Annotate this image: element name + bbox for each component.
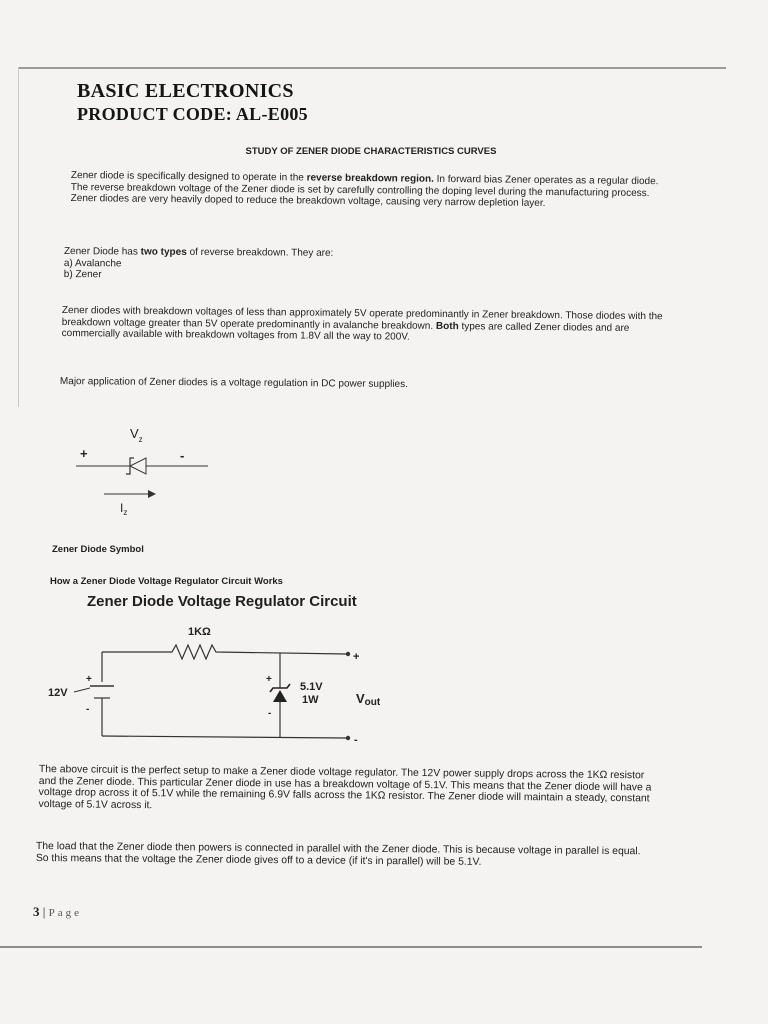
product-code: PRODUCT CODE: AL-E005 [77, 104, 308, 124]
types-tail: of reverse breakdown. They are: [186, 246, 334, 259]
page-word: Page [48, 907, 82, 919]
current-arrow-head [148, 490, 156, 498]
list-item-zener: b) Zener [63, 268, 102, 281]
page-footer [33, 904, 82, 920]
symbol-minus-label: - [180, 448, 185, 463]
zener-voltage-label: 5.1V [300, 681, 323, 693]
source-voltage-label: 12V [48, 687, 68, 699]
intro-text-1: Zener diode is specifically designed to operate in the [70, 170, 307, 184]
vz-label: $V_z$ [130, 426, 143, 444]
regulator-circuit-figure [40, 618, 380, 748]
intro-paragraph [71, 170, 671, 211]
breakdown-text: Zener diodes with breakdown voltages of less than approximately 5V operate predominantly in Zener breakdown. Those diodes with the breakdown voltage greater than 5V operate predominantly in avalanche breakdown. [61, 305, 663, 332]
iz-label: $I_z$ [120, 501, 128, 517]
section-heading: STUDY OF ZENER DIODE CHARACTERISTICS CURVES [245, 146, 497, 157]
types-bold: two types [140, 246, 187, 258]
source-minus-label: - [86, 704, 90, 715]
regulator-circuit-svg [40, 618, 380, 748]
how-heading: How a Zener Diode Voltage Regulator Circuit Works [50, 576, 283, 587]
types-lead: Zener Diode has [63, 246, 141, 258]
page-separator: | [39, 904, 49, 919]
symbol-caption: Zener Diode Symbol [52, 544, 144, 555]
bottom-wire [102, 736, 346, 738]
zener-symbol-figure [60, 424, 220, 520]
diode-triangle [130, 458, 146, 474]
vout-label: Vout [356, 691, 380, 708]
top-border-line [18, 67, 726, 69]
left-border-line [18, 67, 19, 407]
explanation-paragraph-2: The load that the Zener diode then powers is connected in parallel with the Zener diode. This is because voltage in parallel is equal. So this means that the voltage the Zener diode gives off to a device (if it's in parallel) will be 5.1V. [35, 841, 641, 868]
list-item-avalanche: a) Avalanche [63, 257, 122, 269]
zener-minus-label: - [268, 708, 272, 719]
zener-triangle [273, 690, 287, 702]
breakdown-tail: types are called Zener diodes and are commercially available with breakdown voltages from 1.8V all the way to 200V. [61, 320, 630, 343]
intro-bold: reverse breakdown region. [306, 172, 434, 185]
out-minus-terminal [346, 736, 350, 740]
zener-symbol-svg [60, 424, 220, 520]
symbol-plus-label: + [80, 446, 88, 461]
intro-text-2: In forward bias Zener operates as a regular diode. The reverse breakdown voltage of the Zener diode is set by carefully controlling the doping level during the manufacturing process. Zener diodes are very heavily doped to reduce the breakdown voltage, causing very narrow depletion layer. [70, 173, 659, 209]
document-title: BASIC ELECTRONICS [77, 80, 294, 102]
circuit-title: Zener Diode Voltage Regulator Circuit [87, 593, 357, 610]
page-number: 3 [33, 904, 40, 919]
types-paragraph [64, 246, 664, 285]
out-plus-label: + [353, 651, 360, 663]
application-paragraph: Major application of Zener diodes is a voltage regulation in DC power supplies. [59, 376, 408, 391]
source-plus-label: + [86, 674, 92, 685]
zener-plus-label: + [266, 674, 272, 685]
bottom-border-line [0, 946, 702, 948]
breakdown-paragraph [62, 305, 667, 346]
source-label-leader [74, 688, 90, 692]
breakdown-bold: Both [435, 320, 459, 332]
top-wire-resistor [102, 645, 346, 659]
resistor-value-label: 1KΩ [188, 626, 211, 638]
zener-power-label: 1W [302, 694, 319, 706]
explanation-paragraph-1: The above circuit is the perfect setup to make a Zener diode voltage regulator. The 12V power supply drops across the 1KΩ resistor and the Zener diode. This particular Zener diode in use has a breakdown voltage of 5.1V. This means that the Zener diode will have a voltage drop across it of 5.1V while the remaining 6.9V falls across the 1KΩ resistor. The Zener diode will maintain a steady, constant voltage of 5.1V across it. [38, 764, 652, 811]
out-minus-label: - [354, 734, 358, 746]
out-plus-terminal [346, 652, 350, 656]
